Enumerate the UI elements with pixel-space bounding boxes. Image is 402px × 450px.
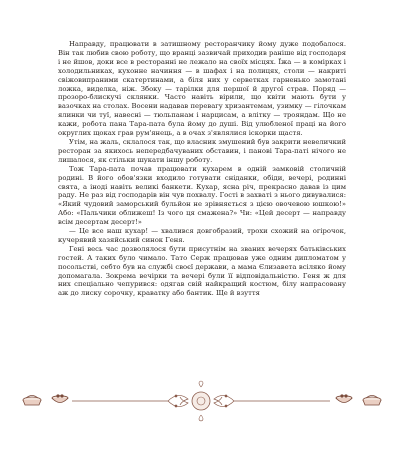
paragraph-2: Утім, на жаль, склалося так, що власник змушений був закрити невеличкий ресторан за якихось непередбачуваних обставин, і панові Тара-паті нічого не лишалося, як стільки шукати іншу роботу. (58, 137, 346, 164)
pie-illustration-left (23, 396, 41, 406)
pie-illustration-right (363, 396, 381, 406)
flourish-left (72, 395, 188, 407)
paragraph-4: — Це все наш кухар! — хвалився довгобразий, трохи схожий на огірочок, кучерявий хазяйський синок Геня. (58, 227, 346, 244)
bowl-illustration-left (52, 395, 68, 403)
bowl-illustration-right (336, 395, 352, 403)
flourish-right (214, 395, 330, 407)
paragraph-1: Направду, працювати в затишному ресторанчику йому дуже подобалося. Він так любив свою роботу, що вранці зазвичай приходив раніше від господаря і не йшов, доки все в ресторанні не лежало на своїх місцях. Їжа — в комірках і холодильниках, кухонне начиння — в шафах і на полицях, столи — накриті свіжовипраними скатертинами, а біля них у серветках гарненько замотані ложка, виделка, ніж. Збоку — тарілки для першої й другої страв. Поряд — прозоро-блискучі склянки. Часто навіть вірили, що квіти мають бути у вазочках на столах. Восени надавав перевагу хризантемам, узимку — гілочкам ялинки чи туї, навесні — тюльпанам і нарцисам, а влітку — трояндам. Що не кажи, робота пана Тара-пата була йому до душі. Від улюбленої праці на його округлих щоках грав рум'янець, а в очах з'являлися іскорки щастя. (58, 40, 346, 138)
paragraph-5: Гені весь час дозволялося бути присутнім на званих вечерях батьківських гостей. А таких було чимало. Тато Серж працював уже одним дипломатом у посольстві, себто був на службі своєї держави, а мама Єлизавета всіляко йому допомагала. Зокрема вечірки та вечері були її відповідальністю. Геня ж для них спеціально чепурився: одягав свій найкращий костюм, білу напрасовану аж до лиску сорочку, краватку або бантик. Ще й взуття (58, 244, 346, 298)
body-text (58, 40, 346, 298)
center-medallion (192, 381, 210, 421)
paragraph-3: Тож Тара-пата почав працювати кухарем в одній замковій столичній родині. В його обов'язки входило готувати сніданки, обіди, вечері, родинні свята, а іноді навіть великі банкети. Кухар, ясна річ, прекрасно давав із цим раду. Не раз від господарів він чув похвалу. Гості в захваті з нього дивувалися: «Який чудовий заморський бульйон не зрівняється з цією овочевою юшкою!» Або: «Пальчики оближеш! Із чого ця смажена?» Чи: «Цей десерт — направду всім десертам десерт!» (58, 164, 346, 227)
decorative-footer-ornament (0, 380, 402, 430)
